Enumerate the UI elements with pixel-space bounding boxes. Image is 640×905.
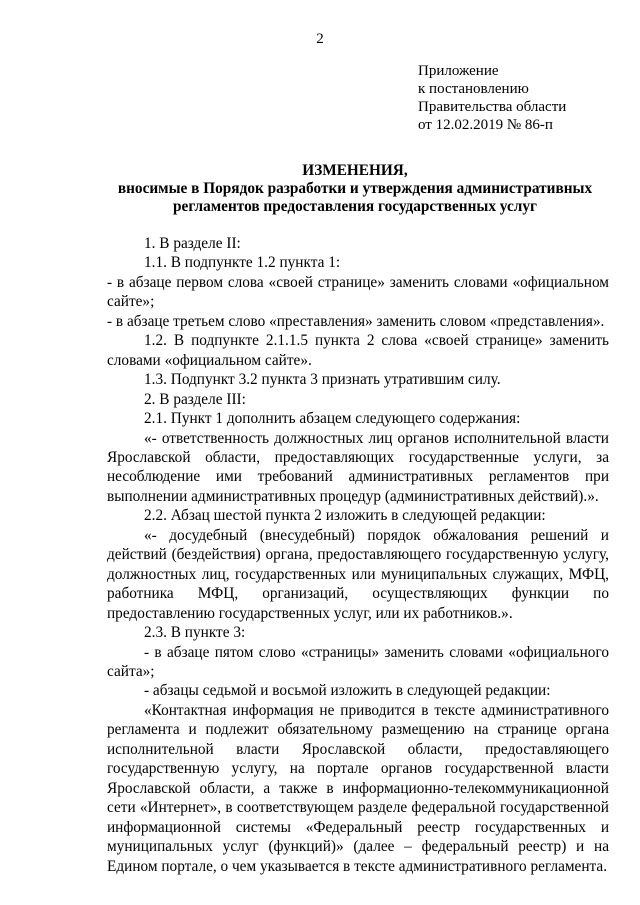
paragraph: 1. В разделе II: <box>144 235 241 252</box>
paragraph: «- досудебный (внесудебный) порядок обжалования решений и действий (бездействия) органа, предоставляющего государственную услугу, должностных лиц, государственных или муниципальных служащих, МФЦ, работника МФЦ, организаций, осуществляющих функции по предоставлению государственных услуг, или их работников.». <box>107 526 609 622</box>
paragraph: - в абзаце третьем слово «преставления» заменить словом «представления». <box>107 312 605 330</box>
paragraph: 2.1. Пункт 1 дополнить абзацем следующего содержания: <box>144 410 521 428</box>
appendix-block <box>418 62 566 134</box>
paragraph: «- ответственность должностных лиц органов исполнительной власти Ярославской области, предоставляющих государственные услуги, за несоблюдение ими требований административных регламентов при выполнении административных процедур (административных действий).». <box>107 429 609 505</box>
paragraph: 1.3. Подпункт 3.2 пункта 3 признать утратившим силу. <box>144 371 501 389</box>
appendix-line: к постановлению <box>418 81 529 97</box>
heading-line: регламентов предоставления государственных услуг <box>173 198 537 215</box>
paragraph: 1.1. В подпункте 1.2 пункта 1: <box>144 254 341 272</box>
heading-title: ИЗМЕНЕНИЯ, <box>302 162 408 179</box>
paragraph: 2. В разделе III: <box>144 390 246 408</box>
document-heading <box>100 162 610 216</box>
paragraph: - в абзаце первом слова «своей странице» заменить словами «официальном сайте»; <box>107 273 609 311</box>
paragraph: «Контактная информация не приводится в тексте административного регламента и подлежит обязательному размещению на странице органа исполнительной власти Ярославской области, предоставляющего государственную услугу, на портале органов государственной власти Ярославской области, а также в информационно-телекоммуникационной сети «Интернет», в соответствующем разделе федеральной государственной информационной системы «Федеральный реестр государственных и муниципальных услуг (функций)» (далее – федеральный реестр) и на Едином портале, о чем указывается в тексте административного регламента. <box>107 701 609 875</box>
paragraph: - в абзаце пятом слово «страницы» заменить словами «официального сайта»; <box>107 643 609 680</box>
paragraph: 2.3. В пункте 3: <box>144 624 246 642</box>
document-body <box>107 234 609 876</box>
appendix-line: от 12.02.2019 № 86-п <box>418 117 553 133</box>
appendix-line: Приложение <box>418 63 499 79</box>
appendix-line: Правительства области <box>418 99 567 115</box>
heading-line: вносимые в Порядок разработки и утверждения административных <box>117 180 593 197</box>
paragraph: - абзацы седьмой и восьмой изложить в следующей редакции: <box>144 682 551 700</box>
page-number: 2 <box>316 31 324 47</box>
paragraph: 2.2. Абзац шестой пункта 2 изложить в следующей редакции: <box>144 507 546 525</box>
paragraph: 1.2. В подпункте 2.1.1.5 пункта 2 слова «своей странице» заменить словами «официальном сайте». <box>107 332 609 369</box>
